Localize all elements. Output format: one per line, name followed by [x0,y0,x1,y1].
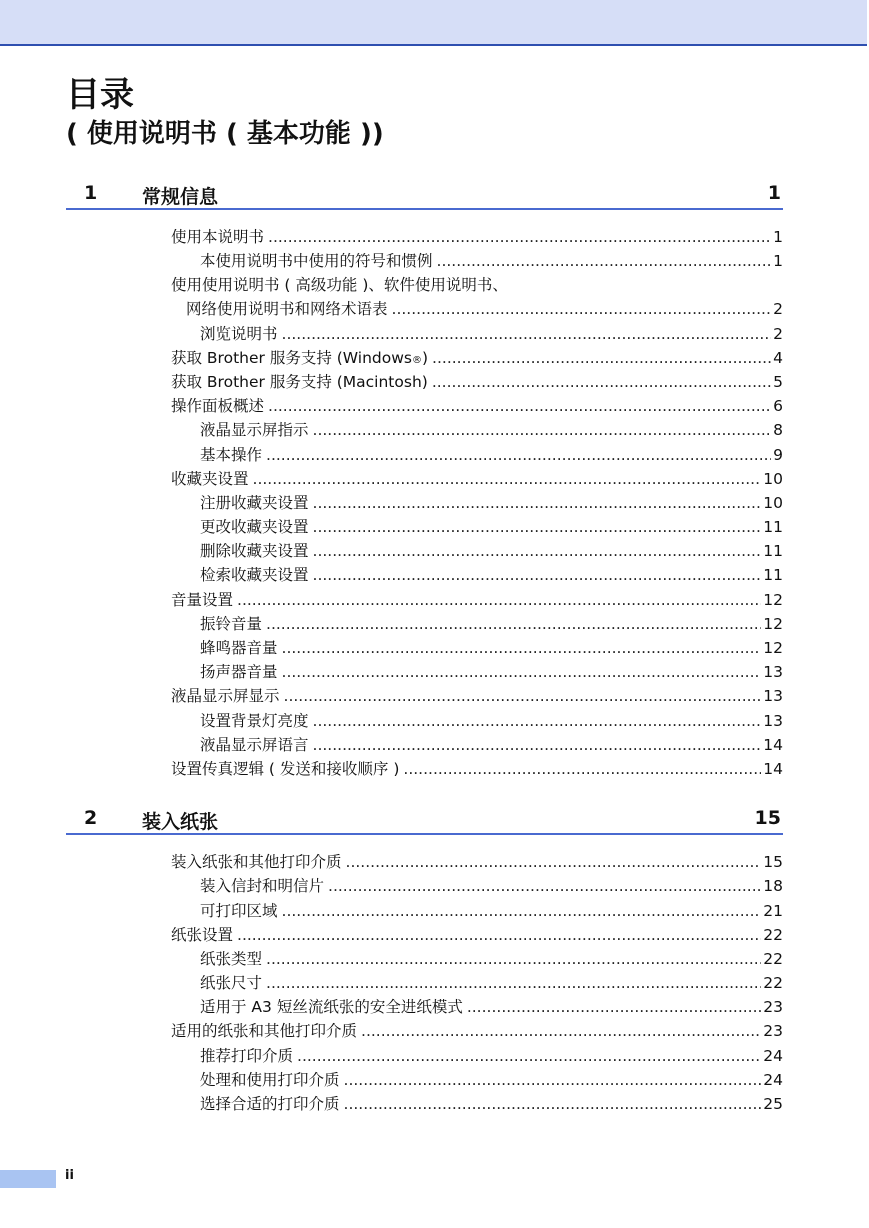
leader-dots [328,874,761,898]
entry-title: 装入信封和明信片 [200,877,325,896]
entry-title: 设置背景灯亮度 [200,711,309,730]
leader-dots [437,249,772,273]
entry-page-number: 2 [773,300,783,319]
leader-dots [344,1068,762,1092]
entry-page-number: 22 [763,925,783,944]
entry-title: 装入纸张和其他打印介质 [171,853,342,872]
leader-dots [266,612,761,636]
chapter-page: 15 [754,807,781,830]
leader-dots [432,370,771,394]
entry-title: 适用的纸张和其他打印介质 [171,1022,358,1041]
entry-page-number: 15 [763,853,783,872]
toc-subentry[interactable] [200,995,783,1019]
page-subtitle: ( 使用说明书 ( 基本功能 )) [66,119,384,149]
entry-page-number: 1 [773,252,783,271]
entry-page-number: 11 [763,566,783,585]
toc-subentry[interactable] [200,322,783,346]
leader-dots [282,899,762,923]
entry-title: 更改收藏夹设置 [200,518,309,537]
entry-title: 设置传真逻辑 ( 发送和接收顺序 ) [171,759,400,778]
entry-title: 推荐打印介质 [200,1046,294,1065]
entry-page-number: 12 [763,639,783,657]
entry-title: 纸张类型 [200,949,263,968]
entry-title: 浏览说明书 [200,324,278,343]
chapter-number: 2 [84,807,98,830]
entry-page-number: 9 [773,445,783,464]
toc-subentry[interactable] [200,947,783,971]
leader-dots [313,733,762,757]
chapter-page: 1 [767,182,781,204]
chapter-entries [66,210,783,781]
entry-title: 获取 Brother 服务支持 (Macintosh) [171,372,428,391]
toc-entry[interactable] [171,225,783,249]
toc-entry[interactable] [171,588,783,612]
leader-dots [297,1044,761,1068]
entry-page-number: 2 [773,324,783,343]
entry-title: 蜂鸣器音量 [200,639,278,657]
entry-title: 液晶显示屏显示 [171,687,280,706]
leader-dots [237,588,761,612]
toc-subentry[interactable] [200,1092,783,1116]
leader-dots [313,418,772,442]
entry-title: 振铃音量 [200,614,263,633]
leader-dots [253,467,762,491]
entry-title: 删除收藏夹设置 [200,542,309,561]
toc-subentry[interactable] [200,874,783,898]
entry-page-number: 14 [763,759,783,778]
entry-page-number: 1 [773,228,783,246]
entry-title: 液晶显示屏指示 [200,421,309,440]
toc-entry[interactable] [171,467,783,491]
registered-mark: ® [411,354,422,366]
leader-dots [403,757,761,781]
toc-entry[interactable] [171,394,783,418]
page-title: 目录 [66,75,134,115]
leader-dots [282,322,772,346]
entry-title: 使用本说明书 [171,228,265,246]
chapter-title: 常规信息 [142,186,219,208]
entry-page-number: 14 [763,735,783,754]
toc-entry[interactable] [171,850,783,874]
entry-title: 选择合适的打印介质 [200,1095,340,1113]
entry-page-number: 13 [763,711,783,730]
leader-dots [237,923,761,947]
entry-page-number: 12 [763,614,783,633]
entry-title: 收藏夹设置 [171,469,249,488]
entry-title: 本使用说明书中使用的符号和惯例 [200,252,433,271]
leader-dots [282,636,762,660]
entry-page-number: 11 [763,518,783,537]
leader-dots [266,971,761,995]
entry-page-number: 5 [773,372,783,391]
entry-title: 操作面板概述 [171,397,265,416]
entry-page-number: 11 [763,542,783,561]
leader-dots [313,563,762,587]
footer-band [0,1170,56,1188]
entry-page-number: 22 [763,974,783,993]
toc-entry[interactable] [171,1019,783,1043]
entry-page-number: 13 [763,687,783,706]
entry-title: 处理和使用打印介质 [200,1070,340,1089]
leader-dots [313,709,762,733]
toc-subentry[interactable] [200,1068,783,1092]
toc-subentry[interactable] [200,612,783,636]
toc-subentry[interactable] [200,1044,783,1068]
leader-dots [313,491,762,515]
leader-dots [268,225,771,249]
chapter-entries [66,835,783,1116]
toc-subentry[interactable] [200,563,783,587]
entry-title: 注册收藏夹设置 [200,493,309,512]
entry-page-number: 24 [763,1046,783,1065]
toc-entry[interactable] [186,297,783,321]
entry-page-number: 6 [773,397,783,416]
entry-page-number: 10 [763,493,783,512]
toc-entry[interactable] [171,370,783,394]
leader-dots [346,850,762,874]
leader-dots [467,995,761,1019]
entry-title: 适用于 A3 短丝流纸张的安全进纸模式 [200,998,463,1017]
entry-title: 纸张尺寸 [200,974,263,993]
leader-dots [313,515,762,539]
toc-subentry[interactable] [200,249,783,273]
toc-subentry[interactable] [200,443,783,467]
entry-page-number: 25 [763,1095,783,1113]
leader-dots [266,443,771,467]
entry-page-number: 12 [763,590,783,609]
toc-entry[interactable] [171,923,783,947]
entry-title: 音量设置 [171,590,234,609]
chapter-heading[interactable] [66,178,783,210]
toc-subentry[interactable] [200,733,783,757]
toc-subentry[interactable] [200,899,783,923]
toc-entry[interactable] [171,346,783,370]
entry-title: 检索收藏夹设置 [200,566,309,585]
toc-entry[interactable] [171,273,783,297]
toc-subentry[interactable] [200,636,783,660]
entry-title: 可打印区域 [200,901,278,920]
entry-title: 纸张设置 [171,925,234,944]
entry-title: 使用使用说明书 ( 高级功能 )、软件使用说明书、 [171,276,508,295]
entry-title: 扬声器音量 [200,663,278,682]
entry-title: 获取 Brother 服务支持 (Windows [171,348,412,367]
entry-page-number: 23 [763,998,783,1017]
entry-page-number: 21 [763,901,783,920]
entry-page-number: 10 [763,469,783,488]
entry-page-number: 24 [763,1070,783,1089]
leader-dots [282,660,762,684]
chapter-gap [66,781,783,803]
leader-dots [268,394,771,418]
toc-entry[interactable] [171,684,783,708]
toc-subentry[interactable] [200,515,783,539]
leader-dots [344,1092,762,1116]
toc-entry[interactable] [171,757,783,781]
chapter-number: 1 [84,182,98,204]
leader-dots [313,539,762,563]
leader-dots [284,684,762,708]
entry-title: 液晶显示屏语言 [200,735,309,754]
leader-dots [361,1019,761,1043]
chapter-title: 装入纸张 [142,811,219,834]
toc-subentry[interactable] [200,418,783,442]
entry-title: 基本操作 [200,445,263,464]
leader-dots [266,947,761,971]
toc-subentry[interactable] [200,660,783,684]
toc-subentry[interactable] [200,491,783,515]
leader-dots [392,297,772,321]
entry-page-number: 8 [773,421,783,440]
entry-page-number: 4 [773,348,783,367]
leader-dots [432,346,771,370]
entry-page-number: 23 [763,1022,783,1041]
toc-subentry[interactable] [200,539,783,563]
entry-page-number: 18 [763,877,783,896]
entry-title-suffix: ) [421,348,429,367]
chapter-heading[interactable] [66,803,783,835]
toc-subentry[interactable] [200,971,783,995]
footer-page-number: ii [65,1168,74,1183]
entry-title: 网络使用说明书和网络术语表 [186,300,388,319]
table-of-contents [66,178,783,1116]
header-band [0,0,867,46]
entry-page-number: 13 [763,663,783,682]
toc-subentry[interactable] [200,709,783,733]
entry-page-number: 22 [763,949,783,968]
